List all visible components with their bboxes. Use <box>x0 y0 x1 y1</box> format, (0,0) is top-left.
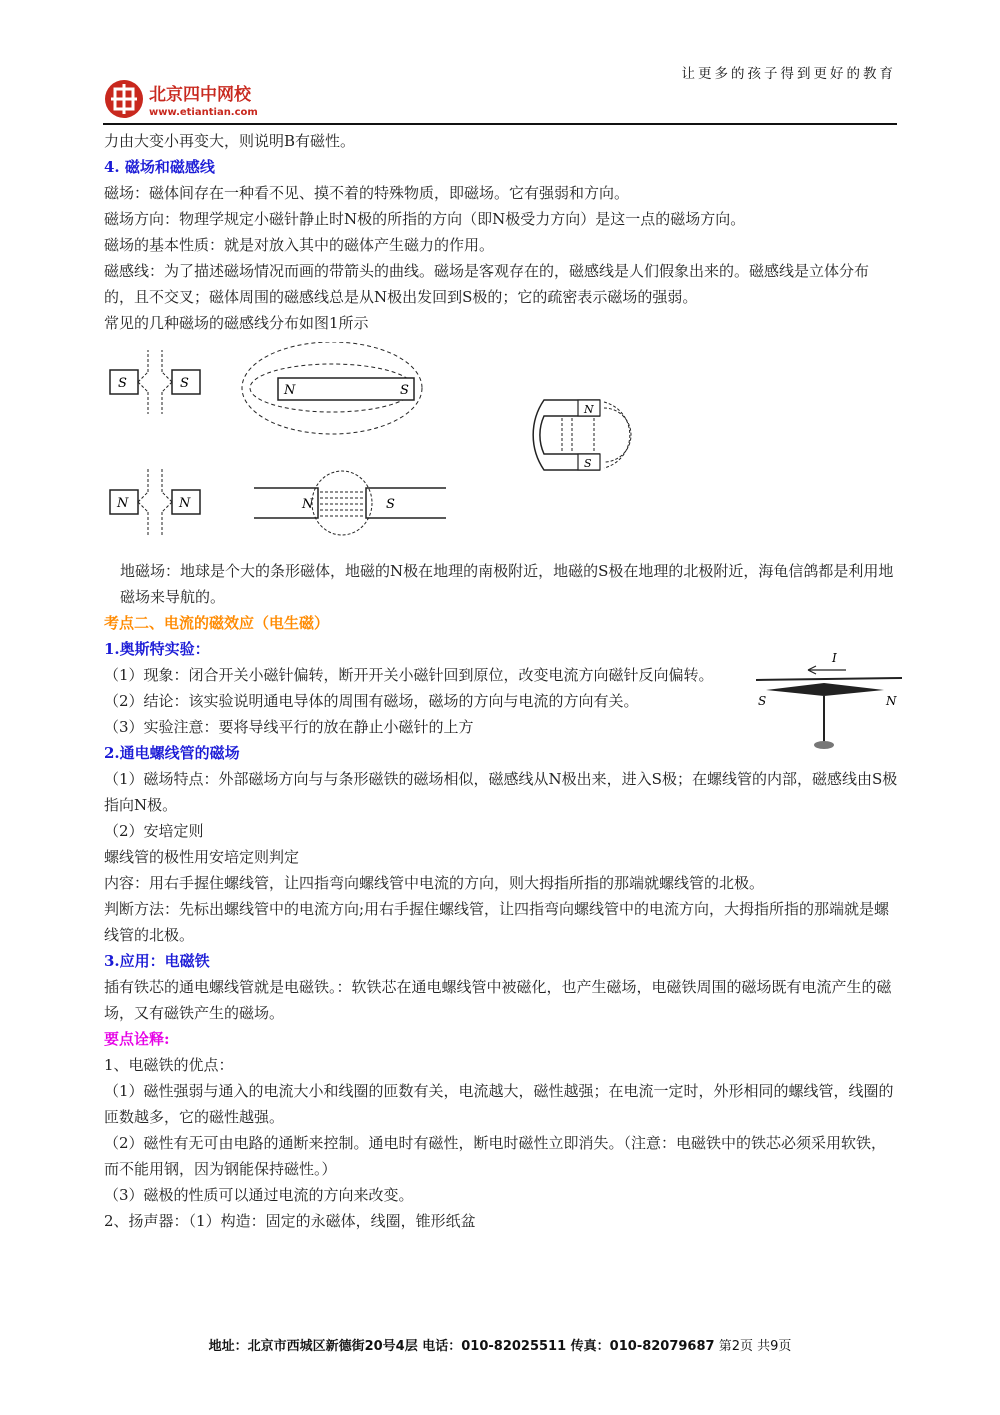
paragraph: 螺线管的极性用安培定则判定 <box>104 848 300 866</box>
unlike-poles-ns-diagram <box>254 471 446 535</box>
pole-label: N <box>179 496 191 511</box>
current-label: I <box>832 651 837 665</box>
header-rule <box>103 123 897 125</box>
slogan: 让更多的孩子得到更好的教育 <box>681 66 896 82</box>
paragraph: 内容：用右手握住螺线管，让四指弯向螺线管中电流的方向，则大拇指所指的那端就螺线管的北极。 <box>104 874 765 892</box>
pole-label: N <box>284 383 296 398</box>
bar-magnet-diagram <box>242 342 422 434</box>
pole-label: S <box>400 383 409 398</box>
footer-address: 地址：北京市西城区新德街20号4层 电话：010-82025511 传真：010-82079687 <box>208 1339 715 1354</box>
logo-text: 北京四中网校 <box>149 85 251 105</box>
content <box>104 128 898 1234</box>
paragraph: （3）磁极的性质可以通过电流的方向来改变。 <box>104 1186 414 1204</box>
paragraph: （1）现象：闭合开关小磁针偏转，断开开关小磁针回到原位，改变电流方向磁针反向偏转。 <box>104 666 714 684</box>
paragraph: 1、电磁铁的优点： <box>104 1056 234 1074</box>
paragraph: 磁场方向：物理学规定小磁针静止时N极的所指的方向（即N极受力方向）是这一点的磁场方向。 <box>104 210 746 228</box>
magnetic-field-figure <box>104 342 664 552</box>
section-title: 1.奥斯特实验： <box>104 640 210 658</box>
section-title: 2.通电螺线管的磁场 <box>104 744 240 762</box>
paragraph: （1）磁性强弱与通入的电流大小和线圈的匝数有关，电流越大，磁性越强；在电流一定时，外形相同的螺线管，线圈的匝数越多，它的磁性越强。 <box>104 1082 894 1126</box>
page-header <box>0 0 1000 130</box>
paragraph: 力由大变小再变大，则说明B有磁性。 <box>104 132 356 150</box>
oersted-block <box>104 651 898 740</box>
paragraph: （3）实验注意：要将导线平行的放在静止小磁针的上方 <box>104 718 474 736</box>
pole-label: N <box>117 496 129 511</box>
paragraph: 磁感线：为了描述磁场情况而画的带箭头的曲线。磁场是客观存在的，磁感线是人们假象出来的。磁感线是立体分布的，且不交叉；磁体周围的磁感线总是从N极出发回到S极的；它的疏密表示磁场的强弱。 <box>104 262 870 306</box>
note-title: 要点诠释: <box>104 1030 170 1048</box>
paragraph: 地磁场：地球是个大的条形磁体，地磁的N极在地理的南极附近，地磁的S极在地理的北极附近，海龟信鸽都是利用地磁场来导航的。 <box>120 562 894 606</box>
paragraph: 磁场：磁体间存在一种看不见、摸不着的特殊物质，即磁场。它有强弱和方向。 <box>104 184 630 202</box>
paragraph: 插有铁芯的通电螺线管就是电磁铁。：软铁芯在通电螺线管中被磁化，也产生磁场，电磁铁周围的磁场既有电流产生的磁场，又有磁铁产生的磁场。 <box>104 978 892 1022</box>
paragraph: 常见的几种磁场的磁感线分布如图1所示 <box>104 314 369 332</box>
section-title: 4. 磁场和磁感线 <box>104 158 215 176</box>
paragraph: （1）磁场特点：外部磁场方向与与条形磁铁的磁场相似，磁感线从N极出来，进入S极；在螺线管的内部，磁感线由S极指向N极。 <box>104 770 898 814</box>
paragraph: 2、扬声器：（1）构造：固定的永磁体，线圈，锥形纸盆 <box>104 1212 476 1230</box>
logo-url: www.etiantian.com <box>149 107 258 118</box>
pole-label: N <box>584 403 594 416</box>
pole-label: N <box>886 694 897 708</box>
pole-label: S <box>386 497 395 512</box>
pole-label: S <box>180 376 189 391</box>
horseshoe-magnet-diagram <box>533 400 631 470</box>
logo <box>103 78 303 120</box>
paragraph: （2）磁性有无可由电路的通断来控制。通电时有磁性，断电时磁性立即消失。（注意：电磁铁中的铁芯必须采用软铁，而不能用钢，因为钢能保持磁性。） <box>104 1134 887 1178</box>
paragraph: 判断方法：先标出螺线管中的电流方向;用右手握住螺线管，让四指弯向螺线管中的电流方向，大拇指所指的那端就是螺线管的北极。 <box>104 900 890 944</box>
paragraph: 磁场的基本性质：就是对放入其中的磁体产生磁力的作用。 <box>104 236 495 254</box>
oersted-experiment-figure <box>754 650 904 754</box>
pole-label: S <box>118 376 127 391</box>
section-title: 3.应用：电磁铁 <box>104 952 210 970</box>
paragraph: （2）结论：该实验说明通电导体的周围有磁场，磁场的方向与电流的方向有关。 <box>104 692 639 710</box>
like-poles-nn-diagram <box>110 468 200 536</box>
paragraph: （2）安培定则 <box>104 822 204 840</box>
like-poles-ss-diagram <box>110 350 200 414</box>
footer-page: 第2页 共9页 <box>718 1339 792 1354</box>
page-footer <box>0 1335 1000 1354</box>
pole-label: N <box>302 497 314 512</box>
pole-label: S <box>758 694 767 708</box>
pole-label: S <box>584 457 592 470</box>
keypoint-title: 考点二、电流的磁效应（电生磁） <box>104 614 330 632</box>
